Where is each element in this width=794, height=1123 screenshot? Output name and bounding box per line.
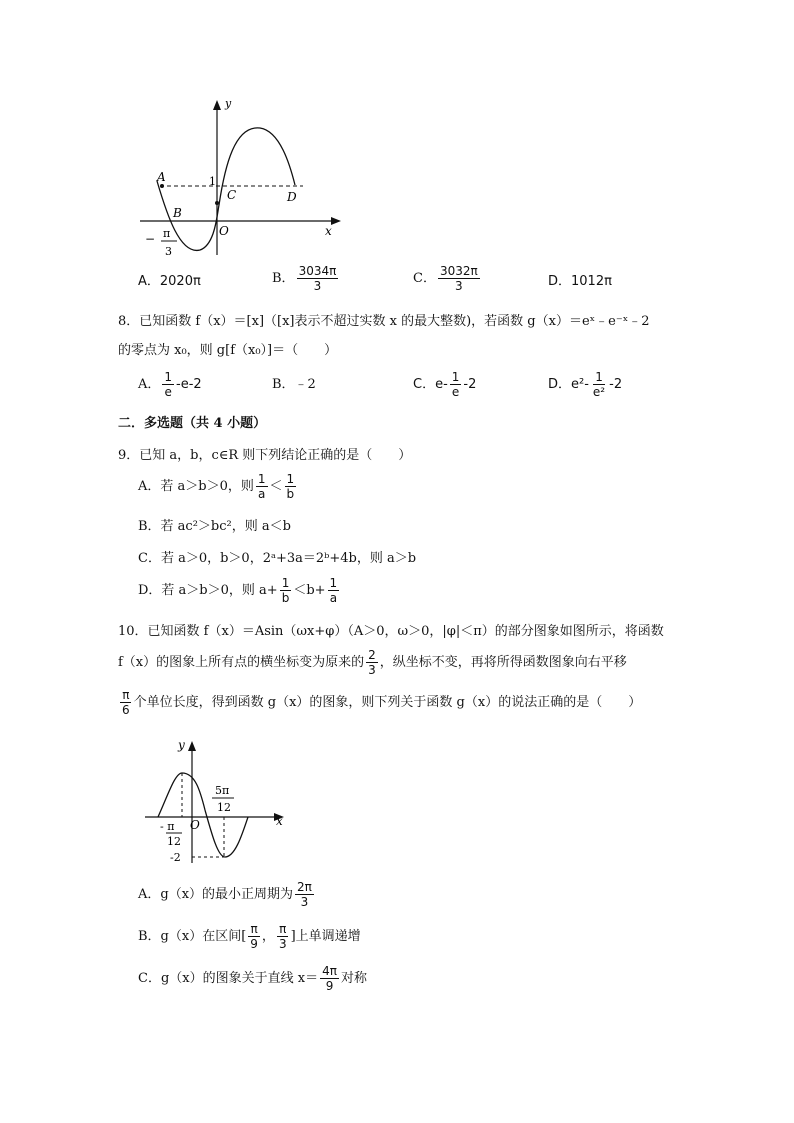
q10-stem-line2-tail: ，纵坐标不变，再将所得函数图象向右平移 — [379, 655, 627, 670]
q8-option-d-prefix: D．e²- — [548, 377, 589, 392]
q9-option-d-num1: 1 — [281, 576, 290, 590]
q7-option-c[interactable] — [413, 264, 482, 293]
q10-option-b-den2: 3 — [278, 937, 287, 951]
q10-option-c-den: 9 — [325, 979, 334, 993]
q9-option-a-num2: 1 — [286, 472, 295, 486]
q8-stem-line2: 的零点为 x₀，则 g[f（x₀）]＝（ ） — [118, 343, 338, 358]
q10-stem-line3 — [118, 688, 641, 717]
fig2-label-12a: 12 — [217, 801, 231, 814]
q9-option-d-den2: a — [329, 591, 338, 605]
q8-option-a[interactable] — [138, 370, 202, 399]
figure-1-sine-graph — [135, 95, 350, 260]
q8-option-d-tail: -2 — [609, 377, 623, 392]
fig1-label-x: x — [325, 224, 332, 238]
q9-option-c[interactable]: C．若 a＞0，b＞0，2ᵃ+3a＝2ᵇ+4b，则 a＞b — [138, 551, 417, 566]
fig2-label-12b: 12 — [167, 835, 181, 848]
fig2-label-o: O — [190, 818, 200, 832]
q8-option-a-den: e — [164, 385, 172, 399]
q10-stem-line3-tail: 个单位长度，得到函数 g（x）的图象，则下列关于函数 g（x）的说法正确的是（ ） — [133, 695, 642, 710]
q10-stem-line1: 10．已知函数 f（x）＝Asin（ωx+φ）（A＞0，ω＞0，|φ|＜π）的部分图象如图所示，将函数 — [118, 624, 664, 639]
q10-option-b[interactable] — [138, 922, 361, 951]
q10-line3-den: 6 — [122, 703, 130, 717]
fig1-label-c: C — [227, 188, 237, 202]
q8-option-c-num: 1 — [451, 370, 460, 384]
fig1-label-pi: π — [163, 227, 171, 240]
q9-stem: 9．已知 a，b，c∈R 则下列结论正确的是（ ） — [118, 448, 412, 463]
q10-line3-num: π — [122, 688, 130, 702]
fig2-label-neg2: -2 — [170, 851, 181, 864]
fig1-label-b: B — [173, 206, 182, 220]
fig1-label-neg: − — [145, 232, 156, 246]
q7-option-c-prefix: C． — [413, 271, 436, 286]
q10-line2-den: 3 — [368, 663, 376, 677]
q10-stem-line2 — [118, 648, 627, 677]
figure-2-sine-graph — [140, 735, 290, 865]
q7-option-b-den: 3 — [313, 279, 322, 293]
q7-option-b-prefix: B． — [272, 271, 295, 286]
q9-option-b[interactable]: B．若 ac²＞bc²，则 a＜b — [138, 519, 291, 534]
q10-option-a-num: 2π — [297, 880, 312, 894]
q9-option-a-mid: ＜ — [269, 479, 283, 494]
fig1-label-one: 1 — [209, 175, 216, 188]
q8-option-a-num: 1 — [164, 370, 173, 384]
q10-stem-line2-prefix: f（x）的图象上所有点的横坐标变为原来的 — [118, 655, 365, 670]
fig2-label-x: x — [276, 814, 283, 828]
fig1-label-a: A — [157, 170, 166, 184]
q8-option-d-num: 1 — [595, 370, 603, 384]
q9-option-d-mid: ＜b+ — [293, 583, 326, 598]
q8-option-b[interactable]: B．﹣2 — [272, 377, 316, 392]
fig1-label-o: O — [219, 224, 229, 238]
q9-option-a-num1: 1 — [257, 472, 266, 486]
q7-option-c-den: 3 — [455, 279, 463, 293]
q10-option-b-num1: π — [250, 922, 258, 936]
q10-option-c[interactable] — [138, 964, 367, 993]
q8-option-c-den: e — [451, 385, 460, 399]
fig1-label-y: y — [225, 97, 232, 110]
q9-option-d[interactable] — [138, 576, 341, 605]
q9-option-a-den1: a — [258, 487, 266, 501]
q10-option-b-sep: ， — [261, 929, 275, 944]
q7-option-c-num: 3032π — [439, 264, 478, 278]
q8-option-d[interactable] — [548, 370, 622, 399]
q7-option-a[interactable]: A．2020π — [138, 274, 201, 289]
q10-option-c-num: 4π — [322, 964, 337, 978]
q8-stem-line1: 8．已知函数 f（x）＝[x]（[x]表示不超过实数 x 的最大整数)，若函数 g（x）＝eˣ﹣e⁻ˣ﹣2 — [118, 314, 650, 329]
q7-option-b[interactable] — [272, 264, 340, 293]
q8-option-c-tail: -2 — [463, 377, 477, 392]
q10-line2-num: 2 — [368, 648, 376, 662]
q9-option-a-den2: b — [286, 487, 295, 501]
q10-option-b-den1: 9 — [250, 937, 258, 951]
q8-option-c[interactable] — [413, 370, 476, 399]
q8-option-c-prefix: C．e- — [413, 377, 448, 392]
fig1-label-3: 3 — [165, 245, 172, 258]
fig2-label-negpi: - π — [160, 820, 175, 833]
fig2-label-y: y — [178, 738, 185, 752]
section-2-title: 二．多选题（共 4 小题） — [118, 416, 267, 431]
q10-option-b-prefix: B．g（x）在区间[ — [138, 929, 247, 944]
q7-option-d[interactable]: D．1012π — [548, 274, 612, 289]
q10-option-b-tail: ]上单调递增 — [290, 929, 361, 944]
q8-option-a-prefix: A． — [138, 377, 161, 392]
q9-option-d-prefix: D．若 a＞b＞0，则 a+ — [138, 583, 278, 598]
q10-option-c-tail: 对称 — [340, 971, 367, 986]
q10-option-b-num2: π — [279, 922, 287, 936]
q8-option-d-den: e² — [592, 385, 606, 399]
fig2-label-5pi: 5π — [215, 784, 230, 797]
q9-option-d-num2: 1 — [329, 576, 338, 590]
q10-option-a-den: 3 — [300, 895, 309, 909]
q7-option-b-num: 3034π — [298, 264, 337, 278]
q9-option-a-prefix: A．若 a＞b＞0，则 — [138, 479, 254, 494]
fig1-label-d: D — [287, 190, 297, 204]
q9-option-d-den1: b — [281, 591, 290, 605]
q10-option-c-prefix: C．g（x）的图象关于直线 x＝ — [138, 971, 319, 986]
q8-option-a-tail: -e-2 — [176, 377, 202, 392]
q9-option-a[interactable] — [138, 472, 298, 501]
q10-option-a-prefix: A．g（x）的最小正周期为 — [138, 887, 294, 902]
q10-option-a[interactable] — [138, 880, 316, 909]
